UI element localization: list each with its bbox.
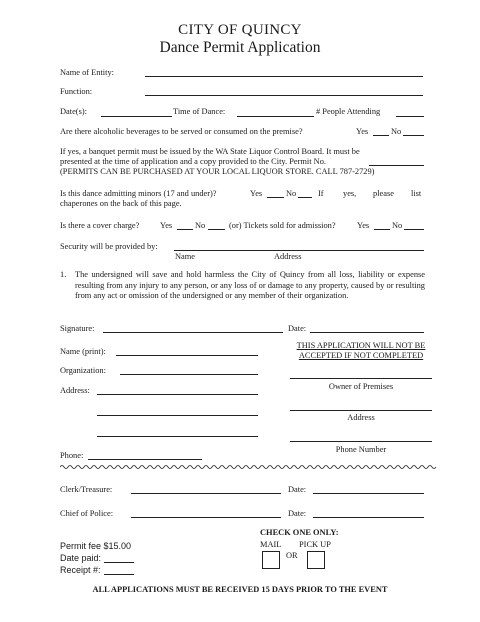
form-title: Dance Permit Application xyxy=(159,39,321,56)
owner-address-field[interactable] xyxy=(290,410,432,411)
alcohol-no-field[interactable] xyxy=(403,135,424,136)
chief-label: Chief of Police: xyxy=(60,509,114,518)
mail-checkbox[interactable] xyxy=(262,551,280,569)
dates-field[interactable] xyxy=(101,116,172,117)
time-of-dance-field[interactable] xyxy=(237,116,314,117)
owner-field[interactable] xyxy=(290,378,432,379)
phone-label: Phone: xyxy=(60,451,84,460)
banquet-line-2: presented at the time of application and a copy provided to the City. Permit No. xyxy=(60,157,326,166)
owner-phone-field[interactable] xyxy=(290,441,432,442)
date-paid-label: Date paid: xyxy=(60,553,102,563)
check-one-heading: CHECK ONE ONLY: xyxy=(260,528,339,537)
owner-address-caption: Address xyxy=(347,413,375,422)
tickets-yes-label: Yes xyxy=(357,221,370,230)
clerk-field[interactable] xyxy=(131,493,281,494)
clerk-label: Clerk/Treasure: xyxy=(60,485,113,494)
mail-label: MAIL xyxy=(260,540,282,549)
organization-label: Organization: xyxy=(60,366,106,375)
minors-yes-label: Yes xyxy=(250,189,263,198)
security-label: Security will be provided by: xyxy=(60,242,158,251)
address-field-3[interactable] xyxy=(97,436,258,437)
permit-number-field[interactable] xyxy=(369,165,424,166)
organization-field[interactable] xyxy=(120,374,258,375)
minors-line-2: chaperones on the back of this page. xyxy=(60,199,182,208)
function-field[interactable] xyxy=(145,95,423,96)
pickup-checkbox[interactable] xyxy=(307,551,325,569)
dates-label: Date(s): xyxy=(60,107,87,116)
minors-no-field[interactable] xyxy=(298,197,312,198)
banquet-line-1: If yes, a banquet permit must be issued by the WA State Liquor Control Board. It must be xyxy=(60,147,360,156)
minors-no-label: No xyxy=(286,189,297,198)
name-of-entity-label: Name of Entity: xyxy=(60,68,114,77)
clerk-date-label: Date: xyxy=(288,485,307,494)
address-field-2[interactable] xyxy=(97,415,258,416)
phone-field[interactable] xyxy=(88,459,202,460)
clerk-date-field[interactable] xyxy=(313,493,424,494)
function-label: Function: xyxy=(60,87,93,96)
signature-field[interactable] xyxy=(103,332,283,333)
security-address-caption: Address xyxy=(274,252,302,261)
alcohol-yes-field[interactable] xyxy=(373,135,389,136)
tickets-no-label: No xyxy=(392,221,403,230)
chief-field[interactable] xyxy=(131,517,281,518)
address-field-1[interactable] xyxy=(97,394,258,395)
minors-question: Is this dance admitting minors (17 and under)? xyxy=(60,189,217,198)
cover-yes-label: Yes xyxy=(160,221,173,230)
tickets-question: (or) Tickets sold for admission? xyxy=(229,221,336,230)
people-attending-field[interactable] xyxy=(396,116,424,117)
notice-line-2: ACCEPTED IF NOT COMPLETED xyxy=(298,351,424,360)
minors-yes-field[interactable] xyxy=(267,197,284,198)
owner-caption: Owner of Premises xyxy=(328,382,394,391)
security-name-caption: Name xyxy=(175,252,195,261)
permit-fee: Permit fee $15.00 xyxy=(60,541,132,551)
signature-date-field[interactable] xyxy=(310,332,424,333)
name-print-field[interactable] xyxy=(116,355,258,356)
wavy-divider xyxy=(60,463,440,471)
minors-yes-word: yes, xyxy=(343,189,357,198)
people-attending-label: # People Attending xyxy=(316,107,381,116)
chief-date-field[interactable] xyxy=(313,517,424,518)
minors-please: please xyxy=(373,189,394,198)
cover-no-field[interactable] xyxy=(208,229,225,230)
security-field[interactable] xyxy=(174,250,424,251)
or-label: OR xyxy=(286,551,298,560)
signature-date-label: Date: xyxy=(288,324,307,333)
name-print-label: Name (print): xyxy=(60,347,106,356)
tickets-yes-field[interactable] xyxy=(374,229,390,230)
pickup-label: PICK UP xyxy=(299,540,331,549)
alcohol-question: Are there alcoholic beverages to be served or consumed on the premise? xyxy=(60,127,303,136)
address-label: Address: xyxy=(60,386,90,395)
alcohol-no-label: No xyxy=(391,127,402,136)
alcohol-yes-label: Yes xyxy=(356,127,369,136)
signature-label: Signature: xyxy=(60,324,95,333)
city-title: CITY OF QUINCY xyxy=(178,22,302,38)
receipt-field[interactable] xyxy=(104,574,134,575)
banquet-line-3: (PERMITS CAN BE PURCHASED AT YOUR LOCAL LIQUOR STORE. CALL 787-2729) xyxy=(60,167,375,176)
minors-list: list xyxy=(411,189,422,198)
date-paid-field[interactable] xyxy=(104,562,134,563)
cover-question: Is there a cover charge? xyxy=(60,221,140,230)
cover-no-label: No xyxy=(195,221,206,230)
footer-notice: ALL APPLICATIONS MUST BE RECEIVED 15 DAYS PRIOR TO THE EVENT xyxy=(92,585,388,594)
cover-yes-field[interactable] xyxy=(177,229,193,230)
notice-line-1: THIS APPLICATION WILL NOT BE xyxy=(296,341,426,350)
chief-date-label: Date: xyxy=(288,509,307,518)
agreement-text: The undersigned will save and hold harmless the City of Quincy from all loss, liability or expense resulting from any injury to any person, or any loss of or damage to any property, caused by or resulting from any act or omission of the undersigned or any member of their organization. xyxy=(75,270,425,300)
owner-phone-caption: Phone Number xyxy=(335,445,387,454)
receipt-label: Receipt #: xyxy=(60,565,101,575)
minors-if: If xyxy=(318,189,324,198)
tickets-no-field[interactable] xyxy=(404,229,424,230)
agreement-number: 1. xyxy=(60,270,67,279)
name-of-entity-field[interactable] xyxy=(145,76,423,77)
time-of-dance-label: Time of Dance: xyxy=(173,107,226,116)
